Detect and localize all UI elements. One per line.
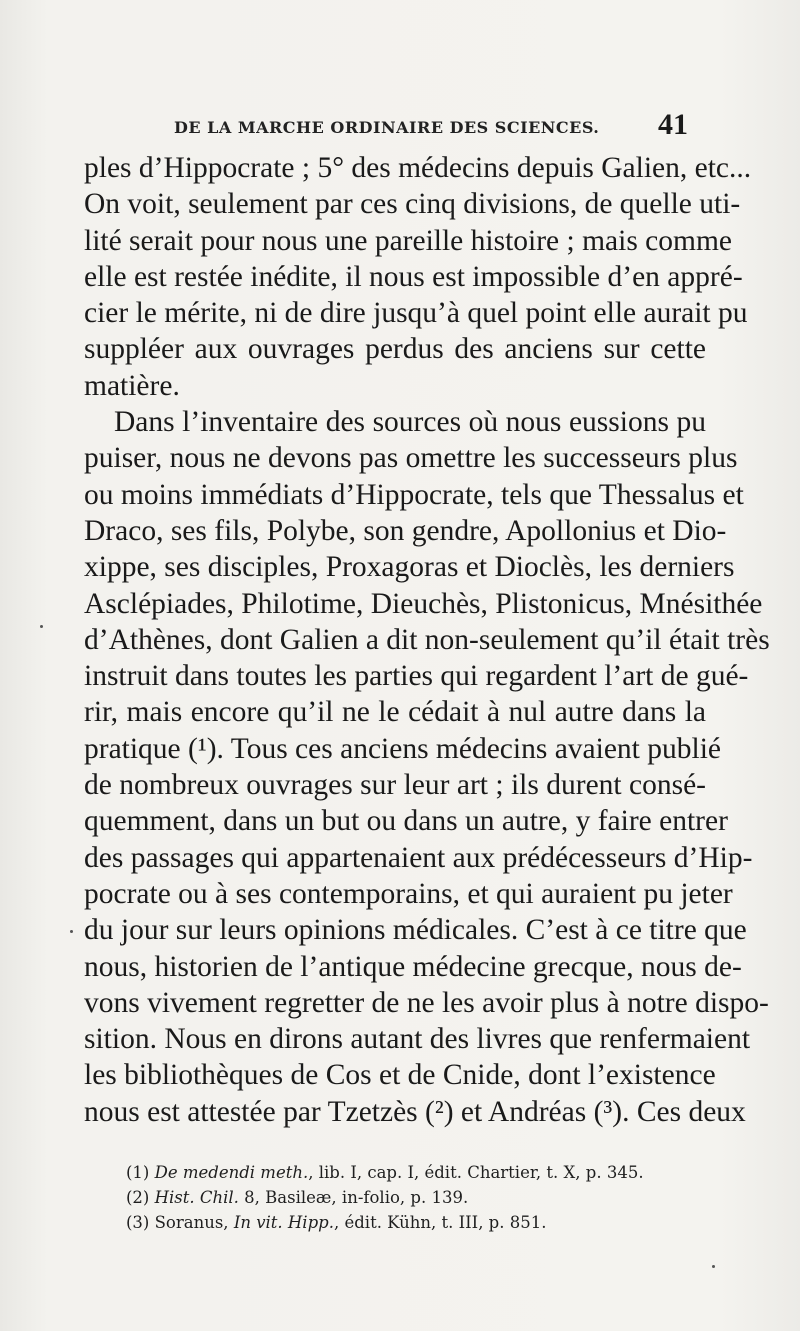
text-line: xippe, ses disciples, Proxagoras et Dioclès, les derniers: [84, 551, 735, 584]
text-line: suppléer aux ouvrages perdus des anciens sur cette: [84, 333, 706, 366]
text-line: nous, historien de l’antique médecine grecque, nous de-: [84, 950, 742, 983]
footnote-pre: Soranus,: [154, 1213, 234, 1232]
text-line: vons vivement regretter de ne les avoir plus à notre dispo-: [84, 986, 769, 1019]
text-line: lité serait pour nous une pareille histoire ; mais comme: [84, 224, 733, 257]
text-line: puiser, nous ne devons pas omettre les successeurs plus: [84, 442, 738, 475]
running-head: DE LA MARCHE ORDINAIRE DES SCIENCES.: [174, 118, 600, 137]
footnote-rest: , lib. I, cap. I, édit. Chartier, t. X, p. 345.: [308, 1163, 644, 1182]
footnote-title: In vit. Hipp.: [233, 1213, 334, 1232]
page-number: 41: [658, 108, 688, 141]
footnotes: [126, 1160, 686, 1235]
text-line: cier le mérite, ni de dire jusqu’à quel point elle aurait pu: [84, 297, 748, 330]
footnote-marker: (3): [126, 1213, 150, 1232]
text-line: Asclépiades, Philotime, Dieuchès, Plistonicus, Mnésithée: [84, 587, 763, 620]
paper-speck: [40, 625, 43, 628]
text-line: les bibliothèques de Cos et de Cnide, dont l’existence: [84, 1059, 716, 1092]
page-header: [130, 108, 690, 144]
text-line: d’Athènes, dont Galien a dit non-seulement qu’il était très: [84, 623, 770, 656]
text-line: nous est attestée par Tzetzès (²) et Andréas (³). Ces deux: [84, 1095, 746, 1128]
footnote-2: [126, 1185, 686, 1210]
footnote-title: Hist. Chil.: [154, 1188, 239, 1207]
footnote-3: [126, 1210, 686, 1235]
text-line: de nombreux ouvrages sur leur art ; ils durent consé-: [84, 769, 706, 802]
text-line: ou moins immédiats d’Hippocrate, tels que Thessalus et: [84, 478, 744, 511]
footnote-1: [126, 1160, 686, 1185]
text-line: rir, mais encore qu’il ne le cédait à nul autre dans la: [84, 696, 706, 729]
text-line: On voit, seulement par ces cinq divisions, de quelle uti-: [84, 188, 741, 221]
footnote-marker: (1): [126, 1163, 150, 1182]
text-line: elle est restée inédite, il nous est impossible d’en appré-: [84, 260, 743, 293]
text-line: sition. Nous en dirons autant des livres que renfermaient: [84, 1023, 751, 1056]
text-line: Dans l’inventaire des sources où nous eussions pu: [114, 406, 706, 439]
paper-speck: [70, 930, 73, 933]
paper-speck: [712, 1265, 715, 1268]
footnote-marker: (2): [126, 1188, 150, 1207]
footnote-rest: , édit. Kühn, t. III, p. 851.: [333, 1213, 547, 1232]
text-line: instruit dans toutes les parties qui regardent l’art de gué-: [84, 660, 749, 693]
text-line: Draco, ses fils, Polybe, son gendre, Apollonius et Dio-: [84, 514, 727, 547]
text-line: du jour sur leurs opinions médicales. C’est à ce titre que: [84, 914, 747, 947]
text-line: pratique (¹). Tous ces anciens médecins avaient publié: [84, 732, 721, 765]
text-line: des passages qui appartenaient aux prédécesseurs d’Hip-: [84, 841, 753, 874]
footnote-title: De medendi meth.: [154, 1163, 309, 1182]
text-line: matière.: [84, 369, 180, 402]
body-text: [84, 150, 770, 1130]
text-line: quemment, dans un but ou dans un autre, y faire entrer: [84, 805, 728, 838]
text-line: pocrate ou à ses contemporains, et qui auraient pu jeter: [84, 877, 733, 910]
footnote-rest: 8, Basileæ, in-folio, p. 139.: [238, 1188, 469, 1207]
text-line: ples d’Hippocrate ; 5° des médecins depuis Galien, etc...: [84, 152, 752, 184]
